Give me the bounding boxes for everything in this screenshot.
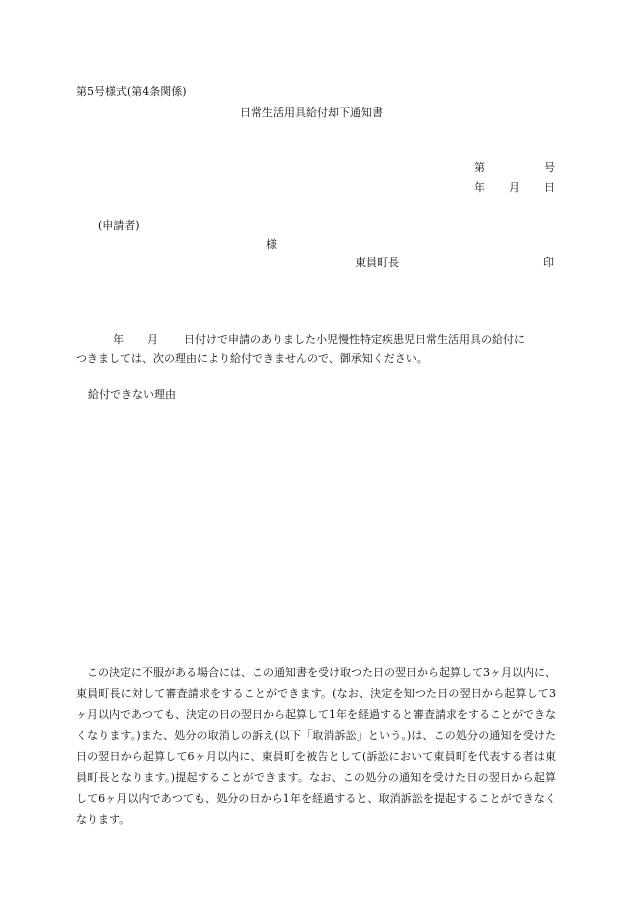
intro-line-1: 日付けで申請のありました小児慢性特定疾患児日常生活用具の給付に [184,333,525,346]
number-suffix: 号 [544,161,555,174]
issuer-name: 東員町長 [355,256,399,269]
form-label: 第5号様式(第4条関係) [76,85,187,98]
seal-mark: 印 [543,256,554,269]
intro-year: 年 [113,333,124,346]
notice-text: この決定に不服がある場合には、この通知書を受け取つた日の翌日から起算して3ヶ月以内に、東員町長に対して審査請求をすることができます。(なお、決定を知つた日の翌日から起算して3ヶ月以内であつても、決定の日の翌日から起算して1年を経過すると審査請求をすることができなくなります。)また、処分の取消しの訴え(以下「取消訴訟」という。)は、この処分の通知を受けた日の翌日から起算して6ヶ月以内に、東員町を被告として(訴訟において東員町を代表する者は東員町長となります。)提起することができます。なお、この処分の通知を受けた日の翌日から起算して6ヶ月以内であつても、処分の日から1年を経過すると、取消訴訟を提起することができなくなります。 [76,666,556,826]
notice-paragraph [76,662,556,830]
applicant-label: (申請者) [98,219,140,232]
document-title: 日常生活用具給付却下通知書 [240,106,383,119]
date-month: 月 [509,181,520,194]
honorific-sama: 様 [266,238,277,251]
intro-month: 月 [147,333,158,346]
number-prefix: 第 [474,161,485,174]
reason-heading: 給付できない理由 [88,388,176,401]
date-day: 日 [544,181,555,194]
intro-line-2: つきましては、次の理由により給付できませんので、御承知ください。 [76,352,428,365]
date-year: 年 [474,181,485,194]
